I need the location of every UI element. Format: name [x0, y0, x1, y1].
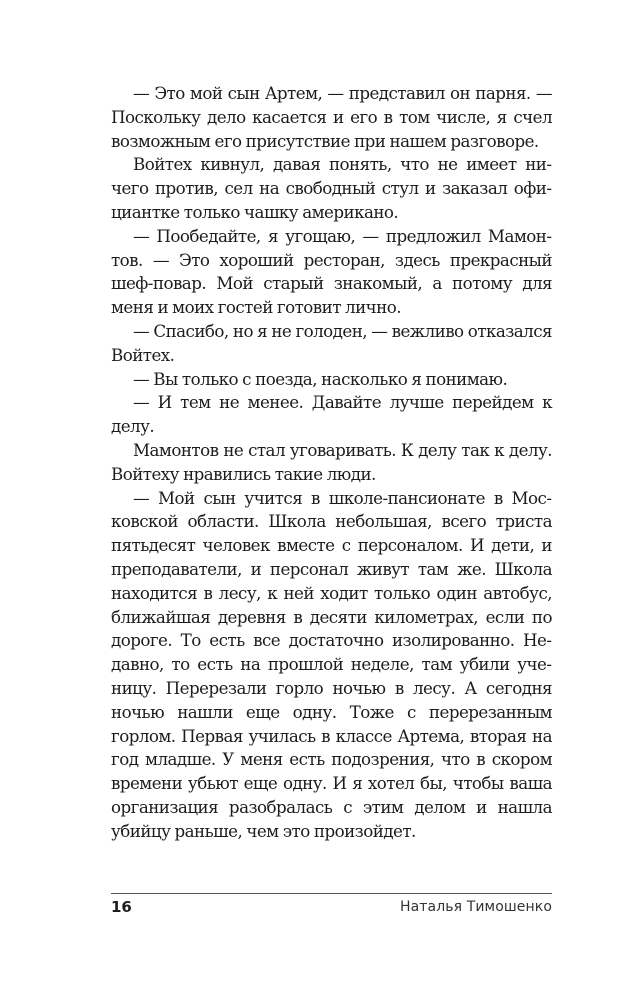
paragraph-6: — И тем не менее. Давайте лучше перейдем к делу.	[111, 392, 552, 437]
paragraph-3: — Пообедайте, я угощаю, — предложил Мамонтов. — Это хороший ресторан, здесь прекрасный шеф-повар. Мой старый знакомый, а потому для меня и моих гостей готовит лично.	[111, 225, 552, 318]
paragraph-5: — Вы только с поезда, насколько я понимаю.	[133, 368, 508, 389]
running-footer-author: Наталья Тимошенко	[400, 899, 552, 915]
paragraph-4: — Спасибо, но я не голоден, — вежливо отказался Войтех.	[111, 320, 552, 365]
paragraph-2: Войтех кивнул, давая понять, что не имеет ничего против, сел на свободный стул и заказал официантке только чашку американо.	[111, 154, 552, 222]
paragraph-7: Мамонтов не стал уговаривать. К делу так к делу. Войтеху нравились такие люди.	[111, 439, 552, 484]
footer-divider	[111, 893, 552, 894]
page-number: 16	[111, 898, 132, 916]
paragraph-1: — Это мой сын Артем, — представил он парня. — Поскольку дело касается и его в том числе, я счел возможным его присутствие при нашем разговоре.	[111, 83, 552, 151]
body-text	[111, 82, 552, 844]
paragraph-8: — Мой сын учится в школе-пансионате в Московской области. Школа небольшая, всего триста пятьдесят человек вместе с персоналом. И дети, и преподаватели, и персонал живут там же. Школа находится в лесу, к ней ходит только один автобус, ближайшая деревня в десяти километрах, если по дороге. То есть все достаточно изолированно. Недавно, то есть на прошлой неделе, там убили ученицу. Перерезали горло ночью в лесу. А сегодня ночью нашли еще одну. Тоже с перерезанным горлом. Первая училась в классе Артема, вторая на год младше. У меня есть подозрения, что в скором времени убьют еще одну. И я хотел бы, чтобы ваша организация разобралась с этим делом и нашла убийцу раньше, чем это произойдет.	[111, 487, 552, 841]
